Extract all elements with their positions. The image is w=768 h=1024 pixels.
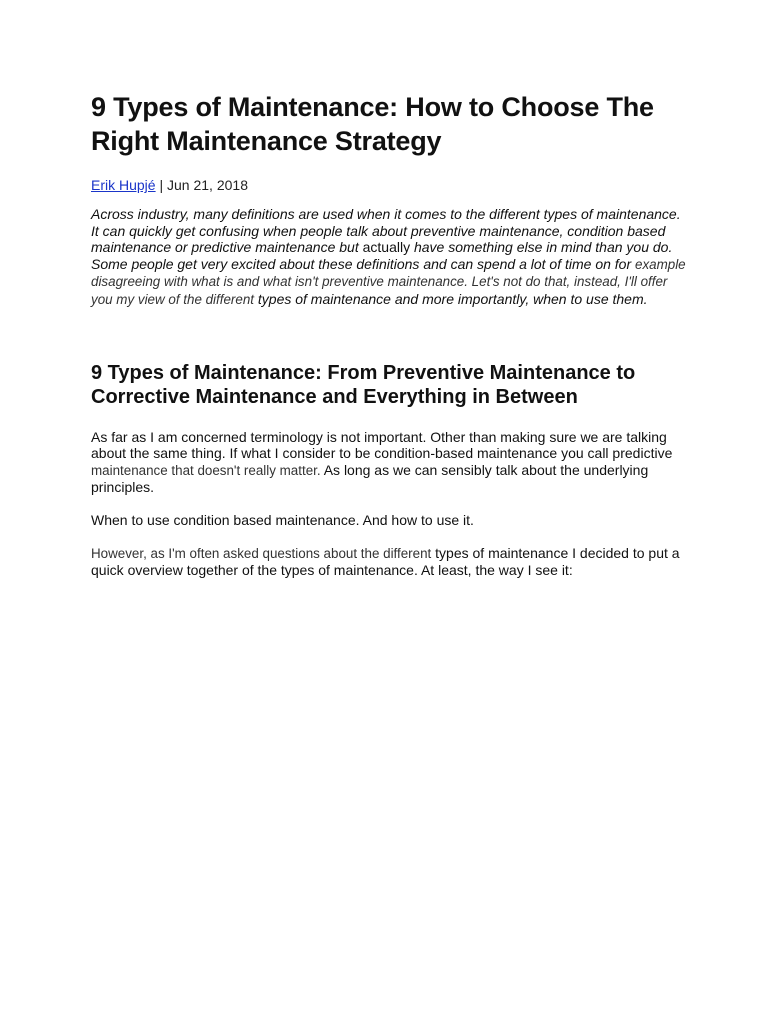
meta-separator: | xyxy=(155,177,168,193)
intro-text-5: types of maintenance and more importantly, when to use them. xyxy=(254,290,648,307)
body-paragraph-2: When to use condition based maintenance. And how to use it. xyxy=(91,511,474,528)
article xyxy=(91,90,691,579)
publish-date: Jun 21, 2018 xyxy=(167,177,248,193)
body-paragraph-3 xyxy=(91,545,691,579)
article-meta xyxy=(91,176,691,194)
para1-text-1: As far as I am concerned terminology is not important. Other than making sure we are talking about the same thing. If what I consider to be condition-based maintenance you call predictive xyxy=(91,428,673,462)
intro-text-4: example disagreeing with what is and what isn't preventive maintenance. Let's not do that, instead, I'll offer you my view of the different xyxy=(91,256,686,307)
intro-text-3: have something else in mind than you do. Some people get very excited about these definitions and can spend a lot of time on for xyxy=(91,239,673,272)
body-paragraph-1 xyxy=(91,429,691,496)
intro-text-2: actually xyxy=(362,239,411,256)
para3-text-1: However, as I'm often asked questions about the different xyxy=(91,545,432,561)
author-link[interactable]: Erik Hupjé xyxy=(91,177,156,193)
article-title: 9 Types of Maintenance: How to Choose The Right Maintenance Strategy xyxy=(91,92,654,156)
para1-text-3: As long as we can sensibly talk about the underlying principles. xyxy=(91,461,649,496)
intro-text-1: Across industry, many definitions are used when it comes to the different types of maintenance. It can quickly get confusing when people talk about preventive maintenance, condition based maintenance or predictive maintenance but xyxy=(91,206,681,256)
section-heading: 9 Types of Maintenance: From Preventive Maintenance to Corrective Maintenance and Everything in Between xyxy=(91,361,636,408)
para3-text-2: types of maintenance I decided to put a quick overview together of the types of maintenance. At least, the way I see it: xyxy=(91,544,680,579)
intro-paragraph xyxy=(91,206,691,309)
para1-text-2: maintenance that doesn't really matter. xyxy=(91,462,321,478)
